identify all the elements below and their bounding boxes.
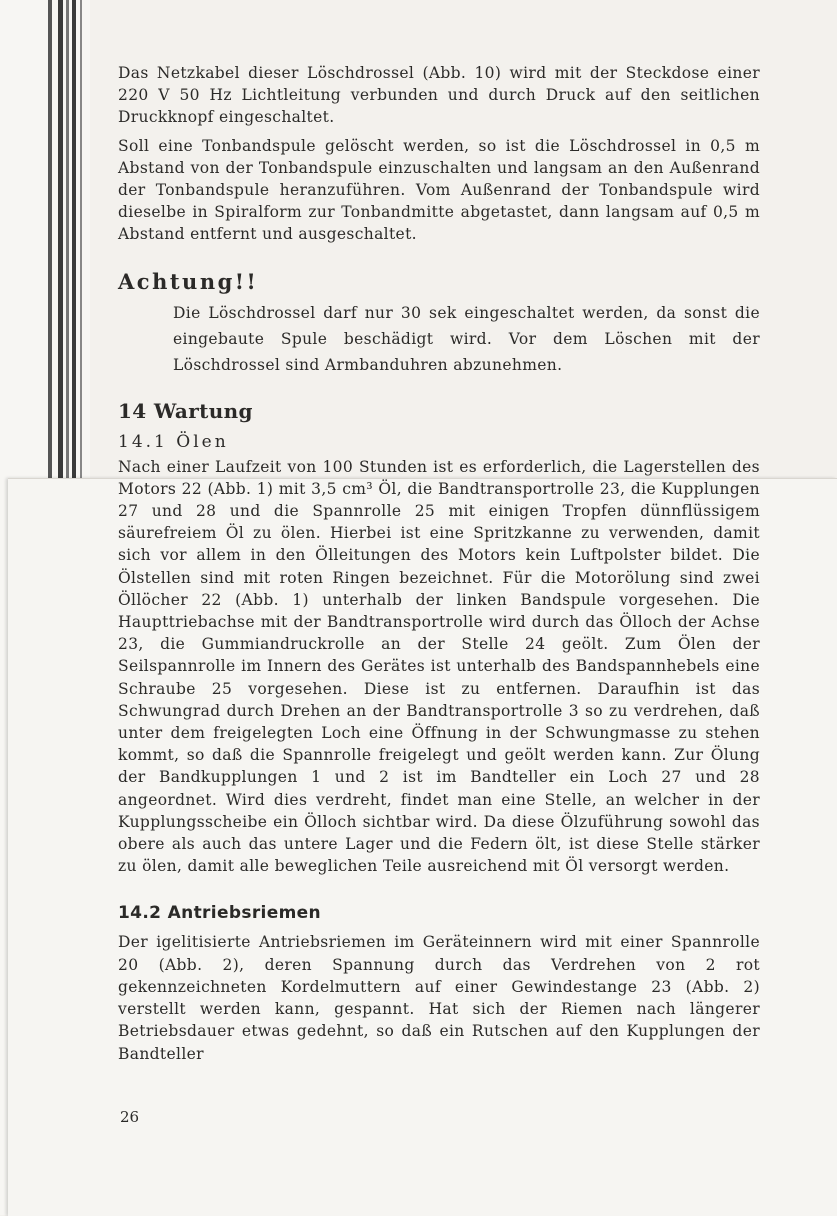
achtung-heading: Achtung!! (118, 268, 259, 294)
paragraph-tonbandspule: Soll eine Tonbandspule gelöscht werden, so ist die Löschdrossel in 0,5 m Abstand von der Tonbandspule einzuschalten und langsam an den Außenrand der Tonbandspule heranzuführen. Vom Außenrand der Tonbandspule wird dieselbe in Spiralform zur Tonbandmitte abgetastet, dann langsam auf 0,5 m Abstand entfernt und ausgeschaltet. (118, 136, 760, 244)
page-number: 26 (120, 1108, 140, 1126)
page-content (118, 62, 760, 1065)
paragraph-netzkabel: Das Netzkabel dieser Löschdrossel (Abb. 10) wird mit der Steckdose einer 220 V 50 Hz Lichtleitung verbunden und durch Druck auf den seitlichen Druckknopf eingeschaltet. (118, 64, 760, 127)
subsection-heading-antriebsriemen: 14.2 Antriebsriemen (118, 903, 322, 924)
subsection-heading-oelen: 14.1 Ölen (118, 431, 229, 452)
paragraph-oelen: Nach einer Laufzeit von 100 Stunden ist es erforderlich, die Lagerstellen des Motors 22 (Abb. 1) mit 3,5 cm³ Öl, die Bandtransportrolle 23, die Kupplungen 27 und 28 und die Spannrolle 25 mit einigen Tropfen dünnflüssigem säurefreiem Öl zu ölen. Hierbei ist eine Spritzkanne zu verwenden, damit sich vor allem in den Ölleitungen des Motors kein Luftpolster bildet. Die Ölstellen sind mit roten Ringen bezeichnet. Für die Motorölung sind zwei Öllöcher 22 (Abb. 1) unterhalb der linken Bandspule vorgesehen. Die Haupttriebachse mit der Bandtransportrolle wird durch das Ölloch der Achse 23, die Gummiandruckrolle an der Stelle 24 geölt. Zum Ölen der Seilspannrolle im Innern des Gerätes ist unterhalb des Bandspannhebels eine Schraube 25 vorgesehen. Diese ist zu entfernen. Daraufhin ist das Schwungrad durch Drehen an der Bandtransportrolle 3 so zu verdrehen, daß unter dem freigelegten Loch eine Öffnung in der Schwungmasse zu stehen kommt, so daß die Spannrolle freigelegt und geölt werden kann. Zur Ölung der Bandkupplungen 1 und 2 ist im Bandteller ein Loch 27 und 28 angeordnet. Wird dies verdreht, findet man eine Stelle, an welcher in der Kupplungsscheibe ein Ölloch sichtbar wird. Da diese Ölzuführung sowohl das obere als auch das untere Lager und die Federn ölt, ist diese Stelle stärker zu ölen, damit alle beweglichen Teile ausreichend mit Öl versorgt werden. (118, 457, 760, 876)
paragraph-antriebsriemen: Der igelitisierte Antriebsriemen im Geräteinnern wird mit einer Spannrolle 20 (Abb. 2), deren Spannung durch das Verdrehen von 2 rot gekennzeichneten Kordelmuttern auf einer Gewindestange 23 (Abb. 2) verstellt werden kann, gespannt. Hat sich der Riemen nach längerer Betriebsdauer etwas gedehnt, so daß ein Rutschen auf den Kupplungen der Bandteller (118, 933, 760, 1063)
section-heading-wartung: 14 Wartung (118, 398, 253, 423)
achtung-text: Die Löschdrossel darf nur 30 sek eingeschaltet werden, da sonst die eingebaute Spule beschädigt wird. Vor dem Löschen mit der Löschdrossel sind Armbanduhren abzunehmen. (173, 303, 760, 374)
